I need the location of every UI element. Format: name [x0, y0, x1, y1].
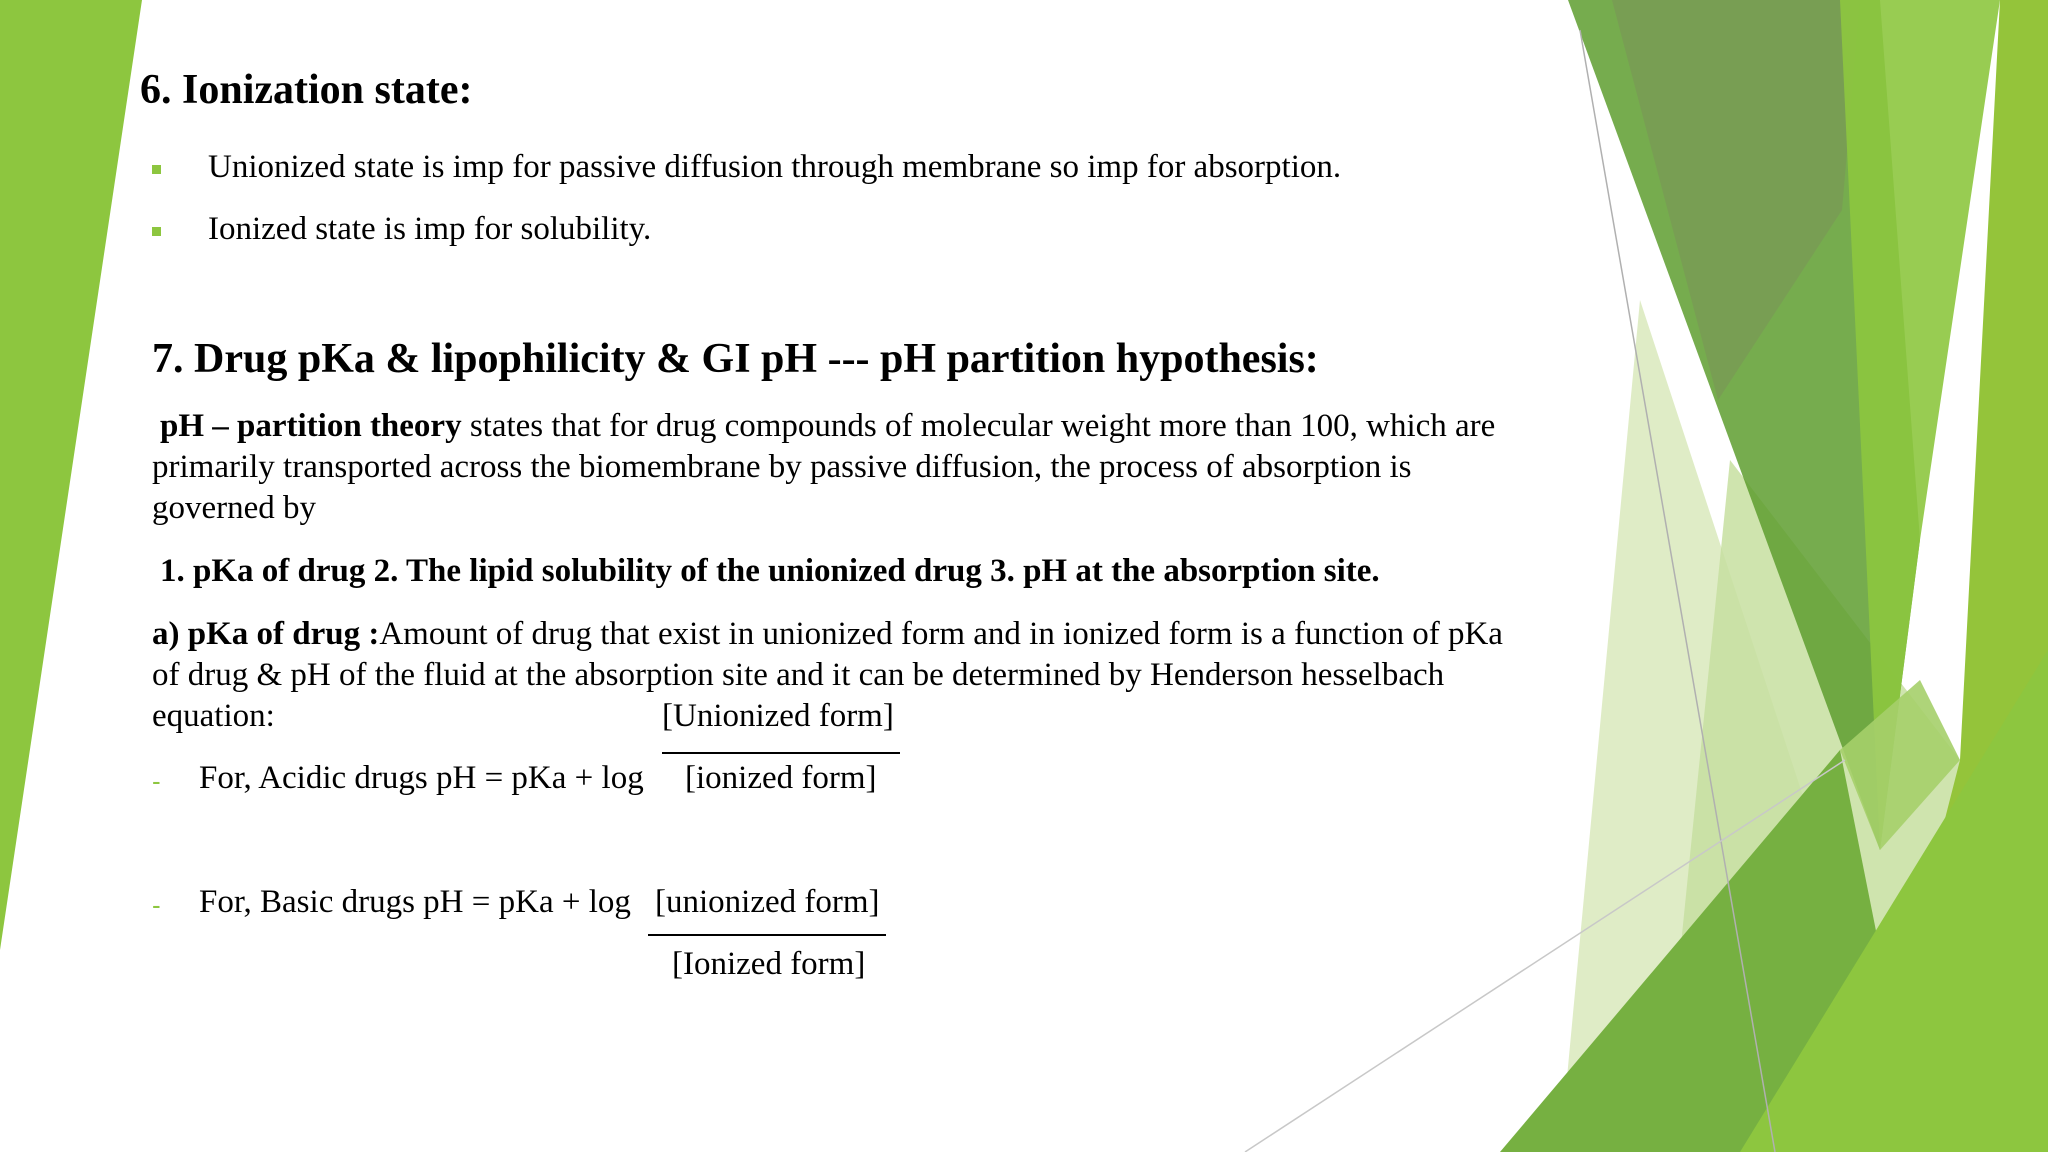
- bullet-square-icon: [152, 227, 161, 236]
- dash-bullet-icon: -: [152, 890, 161, 920]
- bullet-square-icon: [152, 165, 161, 174]
- acidic-denominator: [ionized form]: [685, 760, 877, 796]
- theory-term: pH – partition theory: [160, 408, 462, 444]
- section-6-heading: 6. Ionization state:: [140, 67, 473, 113]
- acidic-equation: For, Acidic drugs pH = pKa + log: [199, 760, 644, 796]
- basic-fraction-bar: [648, 934, 886, 936]
- pka-line-2: of drug & pH of the fluid at the absorption site and it can be determined by Henderson hesselbach: [152, 657, 1445, 693]
- basic-numerator: [unionized form]: [655, 884, 880, 920]
- theory-line-3: governed by: [152, 490, 317, 526]
- section-6-bullet-2: Ionized state is imp for solubility.: [208, 211, 652, 247]
- basic-denominator: [Ionized form]: [672, 946, 866, 982]
- pka-line-1: [152, 616, 1503, 653]
- acidic-numerator: [Unionized form]: [662, 698, 894, 734]
- left-accent-wedge: [0, 0, 142, 950]
- pka-text: Amount of drug that exist in unionized form and in ionized form is a function of pKa: [379, 616, 1503, 652]
- basic-equation: For, Basic drugs pH = pKa + log: [199, 884, 631, 920]
- theory-line-2: primarily transported across the biomembrane by passive diffusion, the process of absorption is: [152, 449, 1412, 485]
- theory-text: states that for drug compounds of molecular weight more than 100, which are: [461, 408, 1496, 444]
- absorption-factors: 1. pKa of drug 2. The lipid solubility of the unionized drug 3. pH at the absorption site.: [160, 553, 1380, 589]
- pka-term: a) pKa of drug :: [152, 616, 380, 652]
- acidic-fraction-bar: [662, 752, 900, 754]
- pka-line-3: equation:: [152, 698, 275, 734]
- theory-line-1: [160, 408, 1495, 445]
- section-6-bullet-1: Unionized state is imp for passive diffusion through membrane so imp for absorption.: [208, 149, 1342, 185]
- dash-bullet-icon: -: [152, 766, 161, 796]
- section-7-heading: 7. Drug pKa & lipophilicity & GI pH --- pH partition hypothesis:: [152, 336, 1319, 382]
